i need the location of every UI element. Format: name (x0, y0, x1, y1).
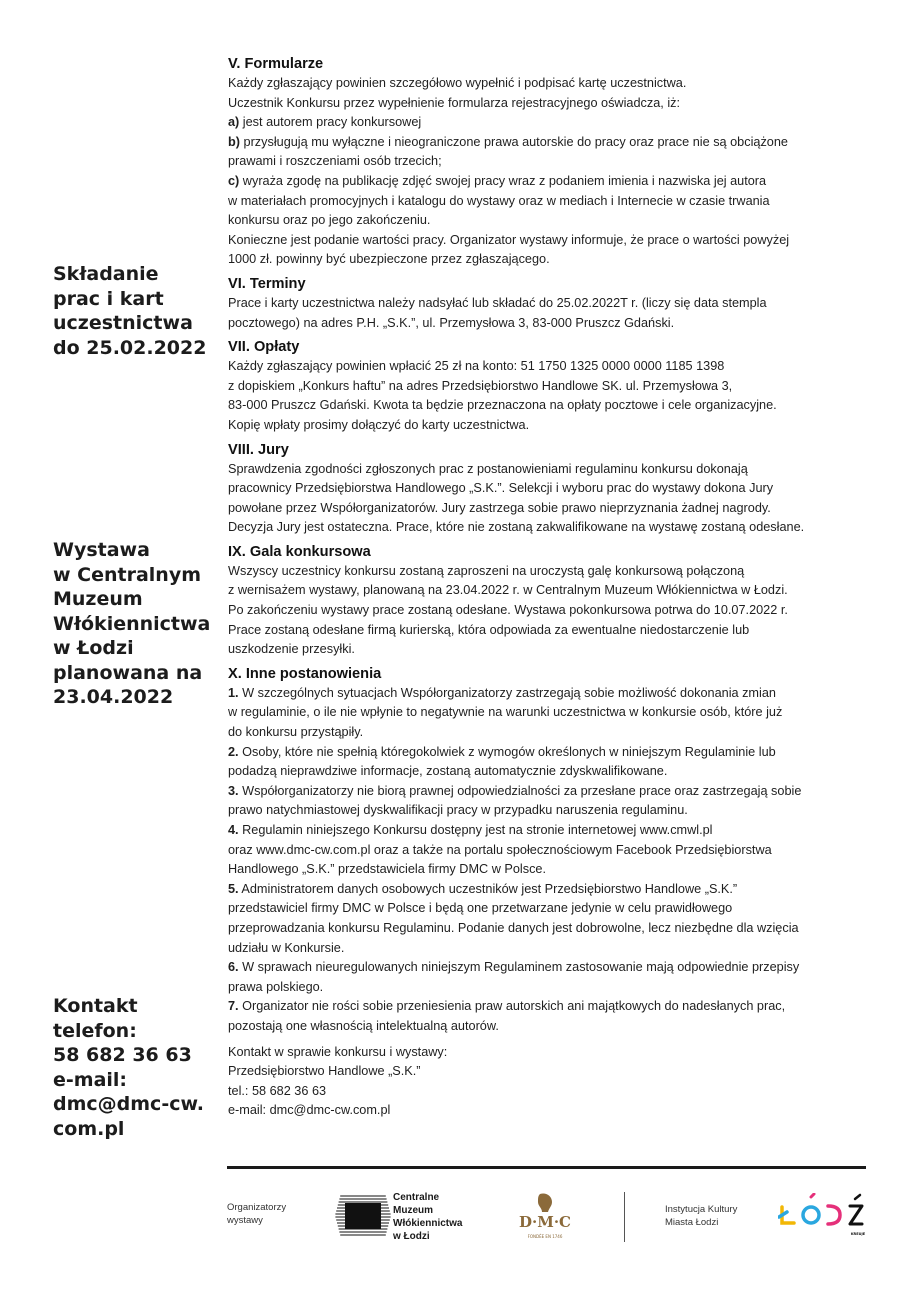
section-text-line (228, 377, 868, 397)
section-text-line (228, 479, 868, 499)
section-text-line (228, 113, 868, 133)
section-text-line (228, 821, 868, 841)
section-text-line (228, 899, 868, 919)
sidebar-line: Włókiennictwa (53, 612, 211, 635)
line-text: w materiałach promocyjnych i katalogu do wystawy oraz w mediach i Internecie w czasie trwania (228, 193, 770, 208)
regulation-section (228, 440, 868, 538)
section-text-line (228, 231, 868, 251)
line-text: do konkursu przystąpiły. (228, 725, 364, 740)
section-title: IX. Gala konkursowa (228, 543, 371, 560)
regulation-section (228, 54, 868, 270)
line-text: Kopię wpłaty prosimy dołączyć do karty uczestnictwa. (228, 417, 530, 432)
line-text: pozostają one własnością intelektualną autorów. (228, 1018, 499, 1033)
sidebar-line: dmc@dmc-cw. (53, 1093, 205, 1115)
list-marker: 6. (228, 960, 239, 975)
section-text-line (228, 172, 868, 192)
section-text-line (228, 958, 868, 978)
sidebar-line: e-mail: (53, 1068, 128, 1091)
sidebar-line: Wystawa (53, 539, 150, 561)
section-text-line (228, 562, 868, 582)
sidebar-line: do 25.02.2022 (53, 336, 207, 359)
dmc-wordmark: D·M·C (519, 1213, 571, 1231)
line-text: Decyzja Jury jest ostateczna. Prace, które nie zostaną zakwalifikowane na wystawę zostaną odesłane. (228, 520, 805, 535)
line-text: Prace i karty uczestnictwa należy nadsyłać lub składać do 25.02.2022T r. (liczy się data stempla (228, 295, 767, 310)
institution-label-line: Miasta Łodzi (665, 1217, 719, 1228)
organizers-label (227, 1201, 286, 1227)
section-text-line (228, 782, 868, 802)
regulations-body (228, 54, 868, 1121)
line-text: Regulamin niniejszego Konkursu dostępny jest na stronie internetowej www.cmwl.pl (238, 823, 713, 837)
section-text-line (228, 939, 868, 959)
footer-vertical-divider (624, 1192, 625, 1242)
section-title: X. Inne postanowienia (228, 665, 382, 682)
section-text-line (228, 499, 868, 519)
line-text: Administratorem danych osobowych uczestników jest Przedsiębiorstwo Handlowe „S.K.” (238, 881, 738, 896)
section-text-line (228, 880, 868, 900)
line-text: przeprowadzania konkursu Regulaminu. Podanie danych jest dobrowolne, lecz niezbędne dla wzięcia (228, 920, 799, 935)
line-text: powołane przez Współorganizatorów. Jury zastrzega sobie prawo nieprzyznania żadnej nagrody. (228, 500, 771, 515)
organizers-label-line: Organizatorzy (227, 1202, 287, 1213)
line-text: Konieczne jest podanie wartości pracy. Organizator wystawy informuje, że prace o wartości powyżej (228, 232, 790, 247)
cmwl-name-line: w Łodzi (393, 1231, 430, 1242)
line-text: W szczególnych sytuacjach Współorganizatorzy zastrzegają sobie możliwość dokonania zmian (238, 685, 776, 700)
line-text: pracownicy Przedsiębiorstwa Handlowego „S.K.”. Selekcji i wyboru prac do wystawy dokona Jury (228, 481, 774, 496)
sidebar-line: w Łodzi (53, 637, 134, 659)
section-title: V. Formularze (228, 56, 324, 72)
line-text: przedstawiciel firmy DMC w Polsce i będą one przetwarzane jedynie w celu prawidłowego (228, 901, 733, 916)
line-text: 83-000 Pruszcz Gdański. Kwota ta będzie przeznaczona na opłaty pocztowe i cele organizacyjne. (228, 398, 777, 413)
line-text: oraz www.dmc-cw.com.pl oraz a także na portalu społecznościowym Facebook Przedsiębiorstwa (228, 842, 772, 857)
cmwl-name-line: Muzeum (393, 1205, 433, 1216)
section-text-line (228, 357, 868, 377)
line-text: udziału w Konkursie. (228, 940, 345, 955)
regulation-section (228, 664, 868, 1037)
section-text-line (228, 743, 868, 763)
section-text-line (228, 416, 868, 436)
section-text-line (228, 919, 868, 939)
line-text: Handlowego „S.K.” przedstawiciela firmy DMC w Polsce. (228, 862, 546, 877)
line-text: w regulaminie, o ile nie wpłynie to negatywnie na warunki uczestnictwa w konkursie osób, które już (228, 705, 783, 720)
line-text: wyraża zgodę na publikację zdjęć swojej pracy wraz z podaniem imienia i nazwiska jej autora (239, 173, 767, 188)
sidebar-line: planowana na (53, 661, 203, 684)
svg-text:KREUJE: KREUJE (850, 1232, 866, 1236)
organizers-label-line: wystawy (227, 1215, 263, 1226)
sidebar-line: telefon: (53, 1019, 137, 1042)
sidebar-line: com.pl (53, 1117, 125, 1140)
sidebar-exhibition-info (53, 538, 218, 710)
cmwl-name-line: Włókiennictwa (393, 1218, 463, 1229)
contact-line: Przedsiębiorstwo Handlowe „S.K.” (228, 1064, 421, 1079)
section-text-line (228, 396, 868, 416)
section-text-line (228, 314, 868, 334)
sidebar-line: 23.04.2022 (53, 686, 174, 708)
footer-divider (227, 1166, 866, 1169)
section-text-line (228, 581, 868, 601)
contact-line: tel.: 58 682 36 63 (228, 1083, 327, 1098)
line-text: pocztowego) na adres P.H. „S.K.”, ul. Przemysłowa 3, 83-000 Pruszcz Gdański. (228, 315, 675, 330)
line-text: prawa polskiego. (228, 979, 324, 994)
horse-head-icon (538, 1193, 552, 1212)
section-text-line (228, 250, 868, 270)
line-text: Organizator nie rości sobie przeniesienia praw autorskich ani majątkowych do nadesłanych prac, (238, 999, 786, 1014)
line-text: Każdy zgłaszający powinien wpłacić 25 zł na konto: 51 1750 1325 0000 0000 1185 1398 (228, 359, 725, 374)
line-text: Współorganizatorzy nie biorą prawnej odpowiedzialności za przesłane prace oraz zastrzegają sobie (238, 783, 802, 798)
list-marker: 7. (228, 999, 239, 1014)
sidebar-contact-info (53, 994, 218, 1141)
line-text: 1000 zł. powinny być ubezpieczone przez zgłaszającego. (228, 252, 550, 267)
line-text: Uczestnik Konkursu przez wypełnienie formularza rejestracyjnego oświadcza, iż: (228, 95, 681, 110)
section-text-line (228, 684, 868, 704)
line-text: przysługują mu wyłączne i nieograniczone prawa autorskie do pracy oraz prace nie są obciążone (239, 134, 788, 149)
section-text-line (228, 518, 868, 538)
line-text: W sprawach nieuregulowanych niniejszym Regulaminem zastosowanie mają odpowiednie przepisy (238, 960, 800, 975)
section-text-line (228, 1017, 868, 1037)
line-text: Każdy zgłaszający powinien szczegółowo wypełnić i podpisać kartę uczestnictwa. (228, 76, 687, 90)
sidebar-line: Muzeum (53, 588, 143, 610)
section-text-line (228, 133, 868, 153)
line-text: z wernisażem wystawy, planowaną na 23.04.2022 r. w Centralnym Muzeum Włókiennictwa w Łodzi. (228, 583, 788, 598)
section-text-line (228, 640, 868, 660)
list-marker: 3. (228, 783, 239, 798)
line-text: Po zakończeniu wystawy prace zostaną odesłane. Wystawa pokonkursowa potrwa do 10.07.2022 r. (228, 603, 788, 618)
section-text-line (228, 74, 868, 94)
list-marker: 5. (228, 881, 239, 896)
sidebar-line: Kontakt (53, 995, 138, 1017)
section-text-line (228, 801, 868, 821)
line-text: jest autorem pracy konkursowej (239, 115, 422, 130)
regulation-section (228, 274, 868, 333)
section-text-line (228, 723, 868, 743)
section-text-line (228, 152, 868, 172)
section-text-line (228, 997, 868, 1017)
cmwl-logo-icon (333, 1193, 393, 1239)
line-text: Prace zostaną odesłane firmą kurierską, która odpowiada za ewentualne niedostarczenie lub (228, 622, 750, 637)
lodz-kreuje-logo (778, 1193, 870, 1239)
contact-line: e-mail: dmc@dmc-cw.com.pl (228, 1103, 391, 1118)
section-title: VIII. Jury (228, 441, 289, 458)
line-text: z dopiskiem „Konkurs haftu” na adres Przedsiębiorstwo Handlowe SK. ul. Przemysłowa 3, (228, 378, 733, 393)
regulation-section (228, 337, 868, 435)
list-marker: b) (228, 134, 240, 149)
sidebar-line: w Centralnym (53, 563, 202, 586)
institution-label (665, 1203, 737, 1229)
regulations-sections (228, 54, 868, 1037)
line-text: konkursu oraz po jego zakończeniu. (228, 213, 431, 228)
dmc-logo (502, 1190, 588, 1242)
section-text-line (228, 211, 868, 231)
cmwl-name (393, 1191, 462, 1243)
section-text-line (228, 94, 868, 114)
section-text-line (228, 978, 868, 998)
cmwl-name-line: Centralne (393, 1192, 440, 1203)
line-text: Osoby, które nie spełnią któregokolwiek z wymogów określonych w niniejszym Regulaminie lub (238, 744, 776, 759)
section-text-line (228, 294, 868, 314)
list-marker: 2. (228, 744, 239, 759)
sidebar-line: 58 682 36 63 (53, 1044, 192, 1066)
sidebar-submission-deadline (53, 262, 218, 360)
section-text-line (228, 703, 868, 723)
section-text-line (228, 860, 868, 880)
sidebar-line: Składanie (53, 263, 159, 285)
section-text-line (228, 601, 868, 621)
sidebar-line: uczestnictwa (53, 312, 193, 334)
list-marker: 4. (228, 823, 239, 837)
line-text: prawo natychmiastowej dyskwalifikacji pracy w przypadku naruszenia regulaminu. (228, 803, 688, 818)
section-text-line (228, 621, 868, 641)
section-title: VI. Terminy (228, 275, 306, 292)
section-text-line (228, 192, 868, 212)
section-text-line (228, 762, 868, 782)
section-text-line (228, 841, 868, 861)
line-text: podadzą nieprawdziwe informacje, zostaną automatycznie zdyskwalifikowane. (228, 764, 668, 779)
section-text-line (228, 460, 868, 480)
institution-label-line: Instytucja Kultury (665, 1204, 738, 1215)
regulation-section (228, 542, 868, 660)
contact-details (228, 1043, 868, 1121)
contact-line: Kontakt w sprawie konkursu i wystawy: (228, 1044, 448, 1059)
line-text: prawami i roszczeniami osób trzecich; (228, 154, 442, 169)
line-text: Sprawdzenia zgodności zgłoszonych prac z postanowieniami regulaminu konkursu dokonają (228, 461, 748, 476)
list-marker: a) (228, 115, 240, 130)
line-text: uszkodzenie przesyłki. (228, 642, 355, 657)
section-title: VII. Opłaty (228, 339, 300, 356)
dmc-tagline: FONDÉE EN 1746 (527, 1234, 563, 1239)
sidebar-line: prac i kart (53, 287, 164, 310)
list-marker: 1. (228, 685, 239, 700)
line-text: Wszyscy uczestnicy konkursu zostaną zaproszeni na uroczystą galę konkursową połączoną (228, 563, 745, 578)
list-marker: c) (228, 173, 240, 188)
